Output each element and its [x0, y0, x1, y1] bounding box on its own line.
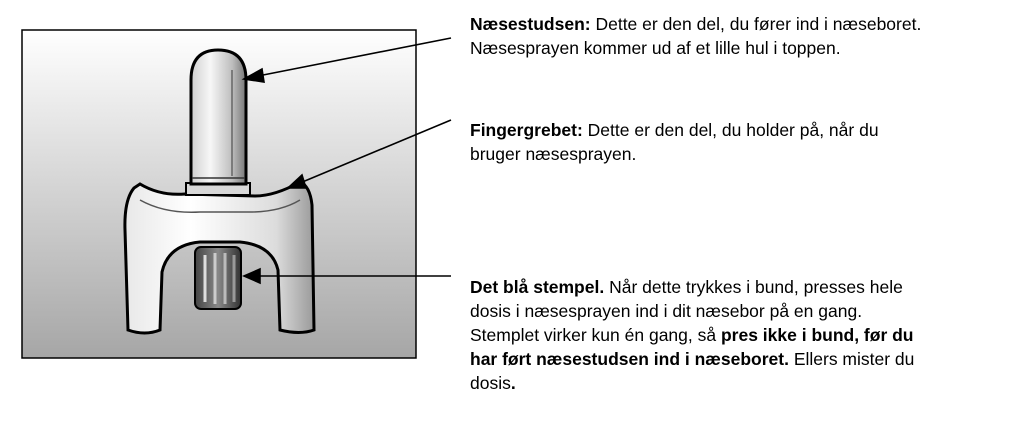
- label-plunger-text1: Når dette trykkes i bund, presses hele: [604, 277, 903, 297]
- label-plunger: [470, 275, 1030, 395]
- label-plunger-line4-bold: har ført næsestudsen ind i næseboret.: [470, 349, 789, 369]
- label-plunger-line2: dosis i næsesprayen ind i dit næsebor på en gang.: [470, 301, 863, 321]
- label-nozzle: [470, 12, 1030, 60]
- label-plunger-line4-normal: Ellers mister du: [788, 349, 915, 369]
- label-grip-title: Fingergrebet:: [470, 120, 583, 140]
- label-nozzle-text: Dette er den del, du fører ind i næseboret.: [590, 14, 922, 34]
- label-nozzle-line2: Næsesprayen kommer ud af et lille hul i toppen.: [470, 38, 841, 58]
- label-grip-text: Dette er den del, du holder på, når du: [582, 120, 879, 140]
- label-nozzle-title: Næsestudsen:: [470, 14, 591, 34]
- plunger-shape: [195, 247, 241, 309]
- nozzle-shape: [186, 50, 250, 195]
- label-plunger-line5-bold: .: [510, 373, 516, 393]
- label-plunger-line3-normal: Stemplet virker kun én gang, så: [470, 325, 721, 345]
- label-grip-line2: bruger næsesprayen.: [470, 144, 637, 164]
- label-grip: [470, 118, 1030, 166]
- label-plunger-line3-bold: pres ikke i bund, før du: [720, 325, 914, 345]
- label-plunger-title: Det blå stempel.: [470, 277, 605, 297]
- label-plunger-line5-normal: dosis: [470, 373, 511, 393]
